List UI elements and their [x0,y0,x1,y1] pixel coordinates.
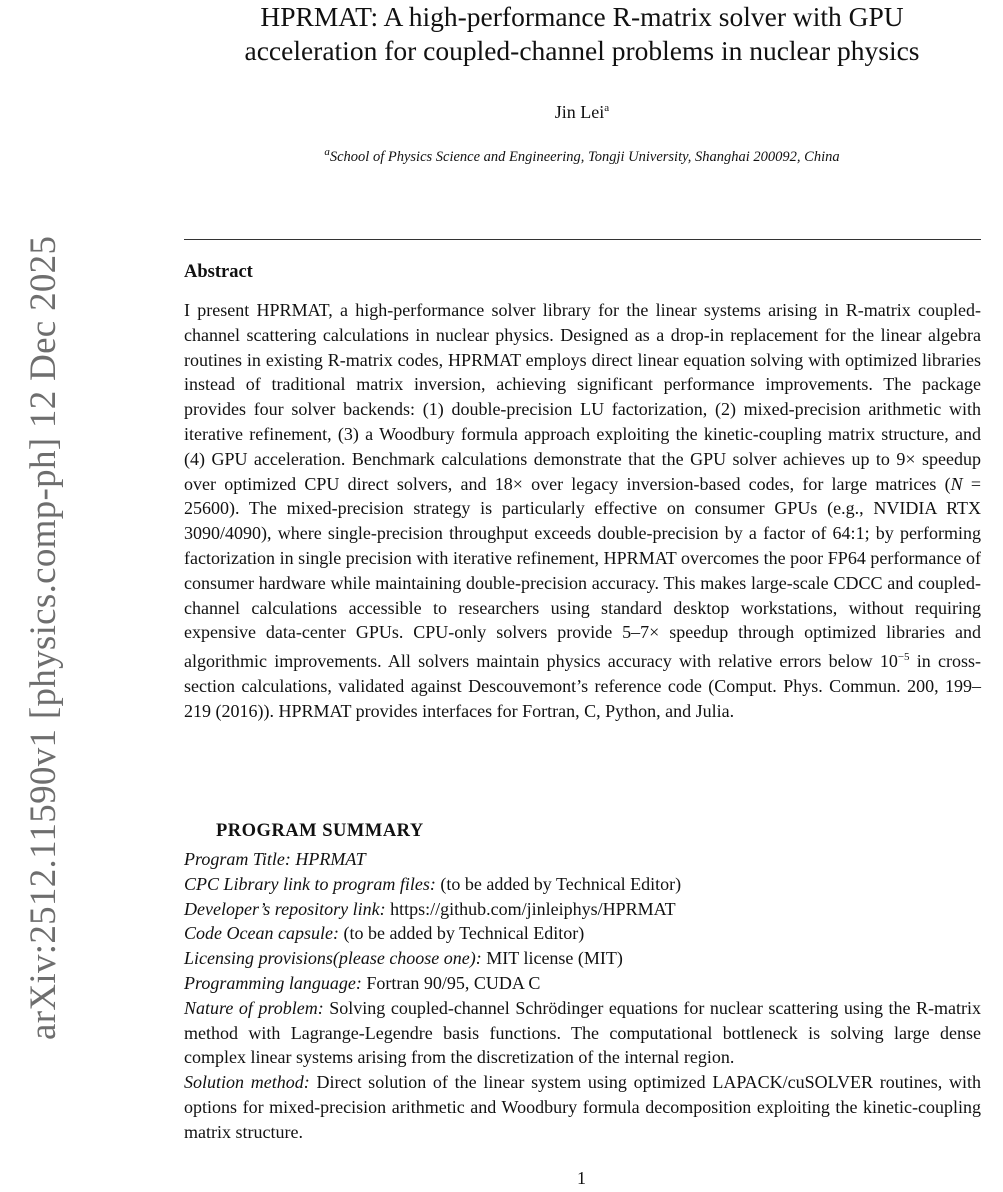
abstract-text-2: ). The mixed-precision strategy is particularly effective on consumer GPUs (e.g., NVIDIA RTX 3090/4090), where single-precision throughput exceeds double-precision by a factor of 64:1; by performing factorization in single precision with iterative refinement, HPRMAT overcomes the poor FP64 performance of consumer hardware while maintaining double-precision accuracy. This makes large-scale CDCC and coupled-channel calculations accessible to researchers using standard desktop workstations, without requiring expensive data-center GPUs. CPU-only solvers provide 5–7× speedup through optimized libraries and algorithmic improvements. All solvers maintain physics accuracy with relative errors below 10 [184,498,981,672]
summary-item [184,897,981,922]
summary-item-value: (to be added by Technical Editor) [338,923,585,944]
abstract-n-variable: N [950,473,963,494]
summary-item-label: Programming language: [184,972,362,993]
summary-item-label: Solution method: [184,1072,310,1093]
summary-item-label: Nature of problem: [184,997,324,1018]
summary-item-label: Code Ocean capsule: [184,923,339,944]
author-name: Jin Lei [554,102,605,122]
author-marker: a [604,102,610,114]
program-summary-heading: PROGRAM SUMMARY [216,821,424,841]
summary-item-value: https://github.com/jinleiphys/HPRMAT [385,898,676,919]
summary-item [184,872,981,897]
affiliation-marker: a [324,146,330,158]
summary-item-value: (to be added by Technical Editor) [435,873,682,894]
abstract-body [184,298,981,724]
page-number: 1 [577,1168,586,1188]
abstract-heading: Abstract [184,262,253,282]
summary-item-value: Direct solution of the linear system using optimized LAPACK/cuSOLVER routines, with options for mixed-precision arithmetic and Woodbury formula decomposition exploiting the kinetic-coupling matrix structure. [184,1072,981,1142]
affiliation [182,146,982,166]
paper-title [182,0,982,68]
header-rule [184,239,981,240]
title-line-1: HPRMAT: A high-performance R-matrix solver with GPU [260,1,904,32]
abstract-exponent: −5 [897,651,910,664]
summary-item-value: Solving coupled-channel Schrödinger equations for nuclear scattering using the R-matrix method with Lagrange-Legendre basis functions. The computational bottleneck is solving large dense complex linear systems arising from the discretization of the internal region. [184,997,982,1068]
abstract-n-value: = 25600 [184,473,981,519]
program-summary [184,847,981,1145]
summary-item [184,1070,981,1144]
author [182,102,982,123]
summary-item [184,971,981,996]
summary-item-label: Licensing provisions(please choose one): [184,948,482,969]
arxiv-sidebar [0,0,64,1192]
summary-item [184,996,981,1070]
summary-item-label: Developer’s repository link: [184,898,386,919]
summary-item [184,921,981,946]
abstract-text-3: in cross-section calculations, validated against Descouvemont’s reference code (Comput. Phys. Commun. 200, 199–219 (2016)). HPRMAT provides interfaces for Fortran, C, Python, and Julia. [184,651,981,721]
arxiv-identifier: arXiv:2512.11590v1 [physics.comp-ph] 12 Dec 2025 [23,235,64,1040]
summary-item-label: CPC Library link to program files: [184,873,436,894]
summary-item-value: Fortran 90/95, CUDA C [361,972,541,993]
abstract-text-1: I present HPRMAT, a high-performance solver library for the linear systems arising in R-matrix coupled-channel scattering calculations in nuclear physics. Designed as a drop-in replacement for the linear algebra routines in existing R-matrix codes, HPRMAT employs direct linear equation solving with optimized libraries instead of traditional matrix inversion, achieving significant performance improvements. The package provides four solver backends: (1) double-precision LU factorization, (2) mixed-precision arithmetic with iterative refinement, (3) a Woodbury formula approach exploiting the kinetic-coupling matrix structure, and (4) GPU acceleration. Benchmark calculations demonstrate that the GPU solver achieves up to 9× speedup over optimized CPU direct solvers, and 18× over legacy inversion-based codes, for large matrices ( [184,300,981,494]
summary-item-value: MIT license (MIT) [481,948,623,969]
title-line-2: acceleration for coupled-channel problems in nuclear physics [244,35,920,66]
affiliation-text: School of Physics Science and Engineering, Tongji University, Shanghai 200092, China [329,148,840,165]
program-title: Program Title: HPRMAT [184,849,366,869]
summary-item [184,946,981,971]
